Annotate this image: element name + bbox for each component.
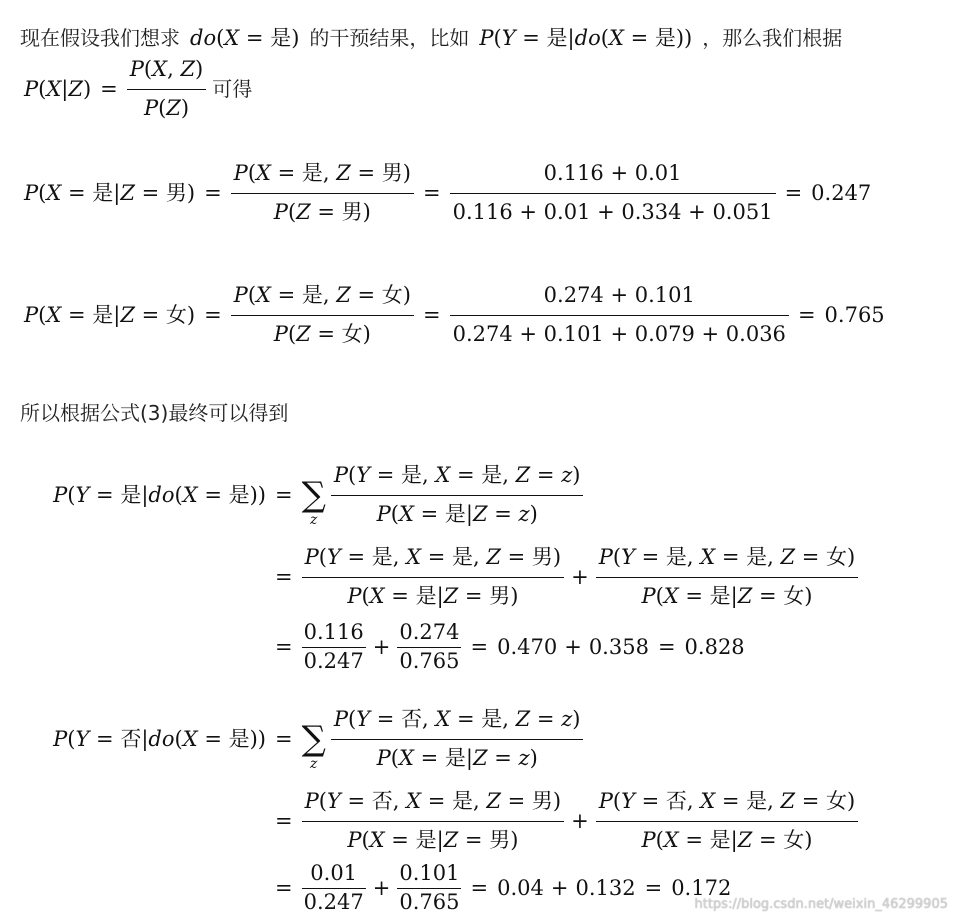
math-variable: X	[398, 746, 414, 770]
fraction-denominator: 0.247	[303, 890, 364, 914]
math-variable: Y	[356, 707, 371, 731]
equals-sign: =	[797, 302, 816, 327]
plus-sign: +	[372, 634, 391, 659]
fraction-numerator: P(X = 是, Z = 女)	[233, 283, 411, 307]
bayes-text-after: 可得	[212, 76, 253, 101]
math-variable: Z	[443, 584, 459, 608]
math-variable: P	[53, 726, 68, 751]
math-variable: do	[574, 26, 601, 50]
lhs-slot	[0, 481, 266, 509]
fraction-numerator: 0.01	[310, 861, 358, 885]
math-variable: Z	[472, 502, 488, 526]
intro-line	[20, 24, 842, 52]
equation-lhs: P(X = 是|Z = 女)	[24, 302, 196, 327]
math-variable: P	[376, 502, 391, 526]
math-variable: Z	[120, 180, 135, 205]
equation-result: 0.172	[671, 875, 732, 900]
equation-lhs: P(X = 是|Z = 男)	[24, 180, 196, 205]
math-variable: do	[148, 482, 175, 507]
equals-sign: =	[470, 634, 489, 659]
fraction-numerator: P(Y = 否, X = 是, Z = z)	[333, 707, 581, 731]
numeric-fraction	[450, 159, 776, 226]
conditional-female-equation	[24, 281, 885, 348]
lhs-slot	[0, 725, 266, 753]
math-variable: X	[46, 180, 62, 205]
math-variable: Z	[515, 707, 531, 731]
intro-text-before: 现在假设我们想求	[20, 26, 180, 50]
fraction-numerator: P(X = 是, Z = 男)	[233, 161, 411, 185]
math-variable: X	[663, 828, 679, 852]
fraction-denominator: P(Z)	[143, 96, 190, 120]
math-variable: P	[24, 180, 39, 205]
fraction-denominator: P(X = 是|Z = 男)	[347, 584, 519, 608]
summation	[302, 707, 326, 771]
plus-sign: +	[372, 875, 391, 900]
fraction-denominator: P(X = 是|Z = 女)	[641, 584, 813, 608]
equals-sign: =	[100, 76, 118, 101]
math-variable: Y	[326, 545, 341, 569]
fraction-denominator: P(X = 是|Z = z)	[376, 746, 538, 770]
math-variable: Y	[75, 726, 90, 751]
math-variable: P	[143, 96, 159, 120]
term-female: 0.132	[575, 875, 636, 900]
math-variable: Z	[120, 302, 135, 327]
math-variable: X	[700, 789, 716, 813]
math-variable: P	[304, 789, 319, 813]
math-variable: P	[233, 283, 248, 307]
equals-sign: =	[423, 180, 441, 205]
math-variable: P	[129, 57, 144, 81]
plus-sign: +	[571, 808, 589, 833]
equals-sign: =	[275, 726, 293, 751]
equation-lhs: P(Y = 否|do(X = 是))	[53, 726, 266, 751]
equals-sign: =	[275, 564, 293, 589]
math-variable: P	[598, 789, 613, 813]
fraction-numerator: 0.101	[399, 861, 460, 885]
math-variable: X	[406, 789, 422, 813]
math-variable: Y	[621, 545, 635, 569]
math-variable: Y	[75, 482, 90, 507]
summation-index	[310, 513, 317, 527]
fraction-denominator: 0.247	[303, 649, 364, 673]
fraction-numerator: 0.116 + 0.01	[543, 161, 682, 185]
math-variable: P	[641, 828, 656, 852]
math-variable: P	[24, 302, 39, 327]
fraction-numerator: P(Y = 否, X = 是, Z = 女)	[598, 789, 856, 813]
math-variable: z	[518, 746, 530, 770]
plus-sign: +	[571, 564, 589, 589]
math-variable: X	[663, 584, 679, 608]
equals-sign: =	[657, 634, 676, 659]
equals-sign: =	[784, 180, 803, 205]
math-variable: P	[641, 584, 656, 608]
math-variable: P	[24, 76, 39, 101]
female-fraction	[596, 543, 859, 610]
equals-sign: =	[423, 302, 441, 327]
math-variable: P	[598, 545, 613, 569]
math-variable: P	[333, 707, 349, 731]
intervention-no-row-1	[0, 705, 583, 772]
math-variable: Z	[737, 828, 753, 852]
fraction-denominator: 0.765	[399, 890, 460, 914]
bayes-rule-line	[24, 55, 252, 122]
fraction-numerator: 0.274	[399, 620, 460, 644]
fraction-denominator: P(X = 是|Z = 男)	[347, 828, 519, 852]
intervention-no-row-2	[0, 787, 858, 854]
fraction-numerator: P(Y = 否, X = 是, Z = 男)	[304, 789, 562, 813]
intro-text-after: ，那么我们根据	[702, 26, 843, 50]
term-male: 0.04	[497, 875, 544, 900]
math-variable: Z	[443, 828, 459, 852]
equals-sign: =	[275, 808, 293, 833]
math-variable: Z	[296, 200, 311, 224]
math-variable: X	[152, 57, 168, 81]
equals-sign: =	[275, 875, 293, 900]
math-variable: X	[700, 545, 716, 569]
equation-result: 0.828	[684, 634, 745, 659]
intro-math-do: do(X = 是)	[190, 26, 300, 50]
math-variable: Z	[336, 283, 351, 307]
fraction-denominator: P(Z = 男)	[273, 200, 371, 224]
male-fraction	[302, 543, 565, 610]
math-variable: Y	[621, 789, 635, 813]
conclusion-line	[20, 399, 288, 427]
math-variable: X	[256, 161, 271, 185]
math-variable: Z	[780, 789, 796, 813]
math-variable: X	[608, 26, 624, 50]
numeric-fraction	[450, 281, 789, 348]
math-variable: X	[435, 463, 451, 487]
math-variable: z	[561, 463, 573, 487]
fraction-numerator: 0.274 + 0.101	[543, 283, 695, 307]
intervention-yes-row-2	[0, 543, 858, 610]
math-variable: z	[561, 707, 573, 731]
math-variable: X	[435, 707, 451, 731]
math-variable: do	[190, 26, 217, 50]
math-variable: P	[376, 746, 391, 770]
math-variable: X	[182, 726, 198, 751]
math-variable: P	[53, 482, 68, 507]
fraction-numerator: P(Y = 是, X = 是, Z = 女)	[598, 545, 856, 569]
intro-text-middle: 的干预结果，比如	[309, 26, 470, 50]
summation	[302, 463, 326, 527]
fraction-numerator: P(Y = 是, X = 是, Z = 男)	[304, 545, 562, 569]
intervention-yes-row-1	[0, 461, 583, 528]
bayes-lhs: P(X|Z)	[24, 76, 92, 101]
math-variable: Z	[296, 322, 311, 346]
male-value-fraction	[302, 619, 366, 674]
math-variable: P	[233, 161, 248, 185]
math-variable: Z	[486, 789, 501, 813]
equals-sign: =	[275, 634, 293, 659]
male-fraction	[302, 787, 565, 854]
math-variable: X	[46, 302, 62, 327]
summation-sign: ∑	[301, 718, 326, 759]
symbolic-fraction	[231, 159, 414, 226]
equation-result: 0.765	[824, 302, 885, 327]
math-variable: X	[406, 545, 422, 569]
equation-result: 0.247	[811, 180, 872, 205]
math-variable: do	[148, 726, 175, 751]
summation-sign: ∑	[301, 474, 326, 515]
equals-sign: =	[470, 875, 489, 900]
math-variable: P	[333, 463, 349, 487]
math-variable: z	[310, 511, 318, 528]
general-fraction	[331, 461, 584, 528]
equals-sign: =	[204, 180, 222, 205]
equation-lhs: P(Y = 是|do(X = 是))	[53, 482, 266, 507]
female-value-fraction	[397, 619, 461, 674]
math-variable: Z	[68, 76, 83, 101]
math-variable: X	[256, 283, 271, 307]
conclusion-text: 所以根据公式(3)最终可以得到	[20, 401, 289, 425]
term-female: 0.358	[588, 634, 649, 659]
symbolic-fraction	[231, 281, 414, 348]
math-variable: X	[369, 584, 385, 608]
bayes-fraction	[127, 55, 206, 122]
fraction-numerator: P(Y = 是, X = 是, Z = z)	[333, 463, 581, 487]
math-variable: X	[182, 482, 198, 507]
plus-sign: +	[550, 875, 569, 900]
math-variable: Y	[326, 789, 341, 813]
fraction-numerator: P(X, Z)	[129, 57, 204, 81]
math-variable: X	[369, 828, 385, 852]
equals-sign: =	[204, 302, 222, 327]
math-variable: Z	[180, 57, 196, 81]
math-variable: z	[310, 755, 318, 772]
math-variable: X	[398, 502, 414, 526]
math-variable: Z	[780, 545, 796, 569]
female-fraction	[596, 787, 859, 854]
math-variable: Z	[737, 584, 753, 608]
fraction-denominator: 0.765	[399, 649, 460, 673]
math-variable: z	[518, 502, 530, 526]
math-variable: Z	[336, 161, 351, 185]
fraction-denominator: 0.274 + 0.101 + 0.079 + 0.036	[452, 322, 786, 346]
summation-index	[310, 757, 317, 771]
fraction-denominator: P(X = 是|Z = 女)	[641, 828, 813, 852]
equals-sign: =	[644, 875, 663, 900]
intro-math-example: P(Y = 是|do(X = 是))	[479, 26, 693, 50]
math-variable: X	[46, 76, 62, 101]
math-variable: P	[304, 545, 319, 569]
fraction-numerator: 0.116	[303, 620, 364, 644]
math-variable: P	[347, 584, 362, 608]
math-variable: X	[224, 26, 240, 50]
math-variable: Z	[472, 746, 488, 770]
math-variable: P	[479, 26, 494, 50]
plus-sign: +	[564, 634, 582, 659]
math-variable: P	[347, 828, 362, 852]
female-value-fraction	[397, 860, 461, 915]
fraction-denominator: 0.116 + 0.01 + 0.334 + 0.051	[452, 200, 773, 224]
fraction-denominator: P(X = 是|Z = z)	[376, 502, 538, 526]
intervention-no-row-3	[0, 860, 731, 915]
math-variable: P	[273, 322, 288, 346]
term-male: 0.470	[497, 634, 558, 659]
general-fraction	[331, 705, 584, 772]
math-variable: Z	[486, 545, 501, 569]
male-value-fraction	[302, 860, 366, 915]
watermark-url: https://blog.csdn.net/weixin_46299905	[694, 897, 948, 912]
equals-sign: =	[275, 482, 293, 507]
conditional-male-equation	[24, 159, 871, 226]
fraction-denominator: P(Z = 女)	[273, 322, 371, 346]
math-variable: Z	[166, 96, 181, 120]
intervention-yes-row-3	[0, 619, 745, 674]
math-variable: Y	[501, 26, 516, 50]
math-variable: Z	[515, 463, 531, 487]
math-variable: Y	[356, 463, 371, 487]
math-variable: P	[273, 200, 288, 224]
